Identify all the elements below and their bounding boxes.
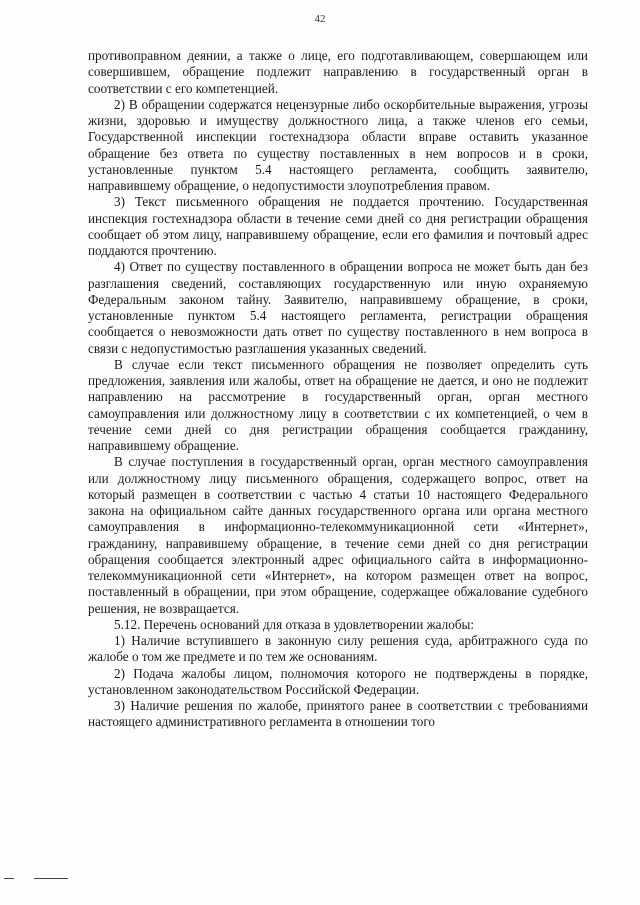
- paragraph-4: 4) Ответ по существу поставленного в обращении вопроса не может быть дан без разглашения сведений, составляющих государственную или иную охраняемую Федеральным законом тайну. Заявителю, направившему обращение, в сроки, установленные пунктом 5.4 настоящего регламента, регистрации обращения сообщается о невозможности дать ответ по существу поставленного в нем вопроса в связи с недопустимостью разглашения указанных сведений.: [88, 259, 588, 356]
- page-number: 42: [314, 13, 326, 25]
- paragraph-1: противоправном деянии, а также о лице, его подготавливающем, совершающем или совершившем, обращение подлежит направлению в государственный орган в соответствии с его компетенцией.: [88, 48, 588, 96]
- paragraph-7: 5.12. Перечень оснований для отказа в удовлетворении жалобы:: [114, 616, 475, 632]
- paragraph-5: В случае если текст письменного обращения не позволяет определить суть предложения, заявления или жалобы, ответ на обращение не дается, и оно не подлежит направлению на рассмотрение в государственный орган, орган местного самоуправления или должностному лицу в соответствии с их компетенцией, о чем в течение семи дней со дня регистрации обращения сообщается гражданину, направившему обращение.: [88, 356, 588, 453]
- paragraph-10: 3) Наличие решения по жалобе, принятого ранее в соответствии с требованиями настоящего административного регламента в отношении того: [88, 698, 588, 730]
- paragraph-9: 2) Подача жалобы лицом, полномочия которого не подтверждены в порядке, установленном законодательством Российской Федерации.: [88, 665, 588, 697]
- document-body: [88, 48, 588, 731]
- footer-line-mark: [4, 878, 64, 879]
- paragraph-6: В случае поступления в государственный орган, орган местного самоуправления или должностному лицу письменного обращения, содержащего вопрос, ответ на который размещен в соответствии с частью 4 статьи 10 настоящего Федерального закона на официальном сайте данных государственного органа или органа местного самоуправления в информационно-телекоммуникационной сети «Интернет», гражданину, направившему обращение, в течение семи дней со дня регистрации обращения сообщается электронный адрес официального сайта в информационно-телекоммуникационной сети «Интернет», на котором размещен ответ на вопрос, поставленный в обращении, при этом обращение, содержащее обжалование судебного решения, не возвращается.: [88, 454, 588, 616]
- paragraph-8: 1) Наличие вступившего в законную силу решения суда, арбитражного суда по жалобе о том же предмете и по тем же основаниям.: [88, 633, 588, 665]
- paragraph-3: 3) Текст письменного обращения не поддается прочтению. Государственная инспекция гостехнадзора области в течение семи дней со дня регистрации обращения сообщает об этом лицу, направившему обращение, если его фамилия и почтовый адрес поддаются прочтению.: [88, 194, 588, 258]
- paragraph-2: 2) В обращении содержатся нецензурные либо оскорбительные выражения, угрозы жизни, здоровью и имуществу должностного лица, а также членов его семьи, Государственной инспекции гостехнадзора области вправе оставить указанное обращение без ответа по существу поставленных в нем вопросов и в сроки, установленные пунктом 5.4 настоящего регламента, сообщить заявителю, направившему обращение, о недопустимости злоупотребления правом.: [88, 96, 588, 193]
